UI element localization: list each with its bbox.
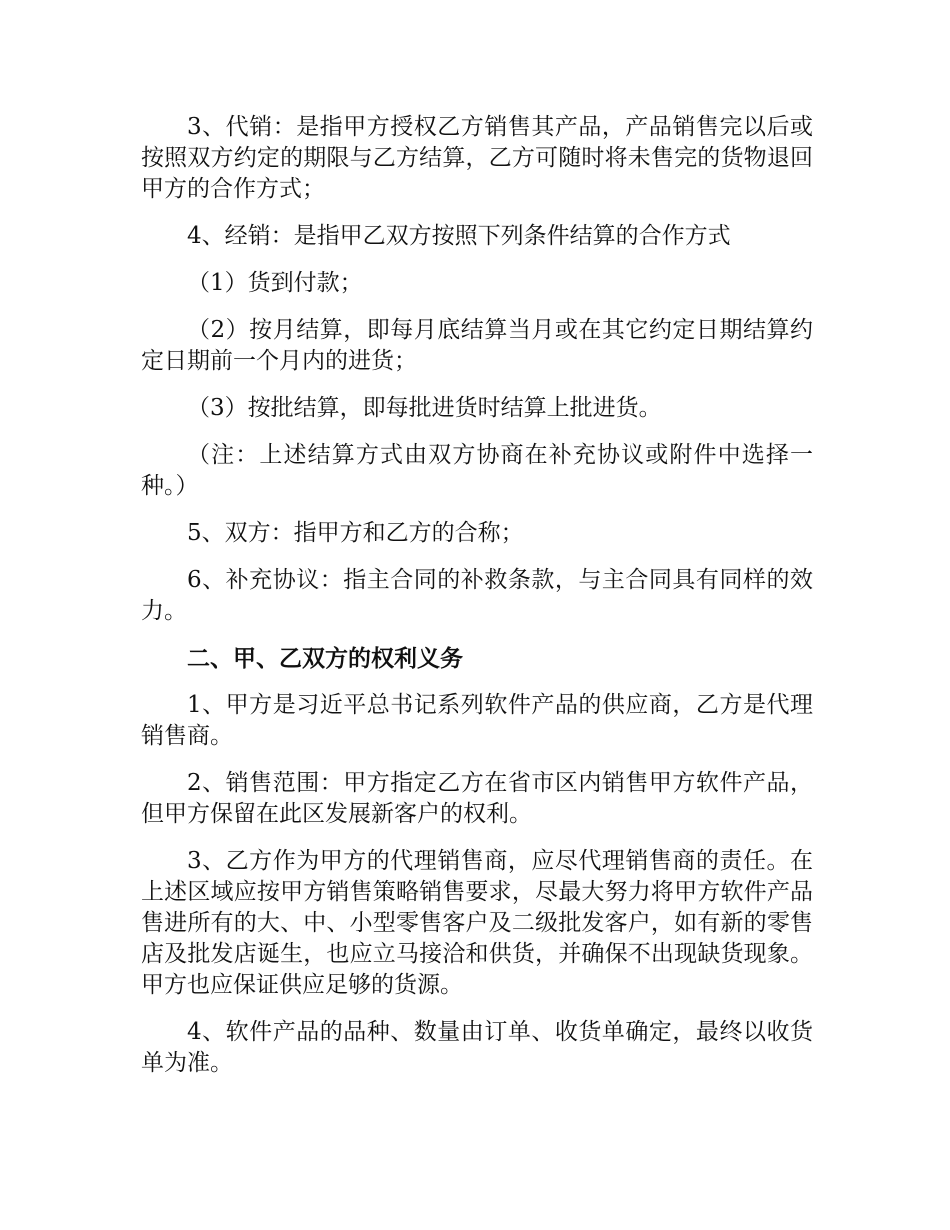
settlement-note: （注：上述结算方式由双方协商在补充协议或附件中选择一种。） [141,442,813,499]
obligation-1: 1、甲方是习近平总书记系列软件产品的供应商，乙方是代理销售商。 [141,692,813,749]
clause-consignment: 3、代销：是指甲方授权乙方销售其产品，产品销售完以后或按照双方约定的期限与乙方结算，乙方可随时将未售完的货物退回甲方的合作方式； [141,114,813,202]
clause-supplementary-agreement: 6、补充协议：指主合同的补救条款，与主合同具有同样的效力。 [141,567,813,624]
settlement-option-2: （2）按月结算，即每月底结算当月或在其它约定日期结算约定日期前一个月内的进货； [141,317,813,374]
document-page [141,112,813,1095]
obligation-3: 3、乙方作为甲方的代理销售商，应尽代理销售商的责任。在上述区域应按甲方销售策略销售要求，尽最大努力将甲方软件产品售进所有的大、中、小型零售客户及二级批发客户，如有新的零售店及批发店诞生，也应立马接洽和供货，并确保不出现缺货现象。甲方也应保证供应足够的货源。 [141,848,813,998]
section-heading-rights-obligations: 二、甲、乙双方的权利义务 [187,645,463,672]
settlement-option-3: （3）按批结算，即每批进货时结算上批进货。 [187,395,662,421]
clause-distribution: 4、经销：是指甲乙双方按照下列条件结算的合作方式 [187,223,731,249]
settlement-option-1: （1）货到付款； [187,270,363,296]
clause-both-parties: 5、双方：指甲方和乙方的合称； [187,520,524,546]
obligation-2: 2、销售范围：甲方指定乙方在省市区内销售甲方软件产品，但甲方保留在此区发展新客户的权利。 [141,770,813,827]
obligation-4: 4、软件产品的品种、数量由订单、收货单确定，最终以收货单为准。 [141,1019,813,1076]
